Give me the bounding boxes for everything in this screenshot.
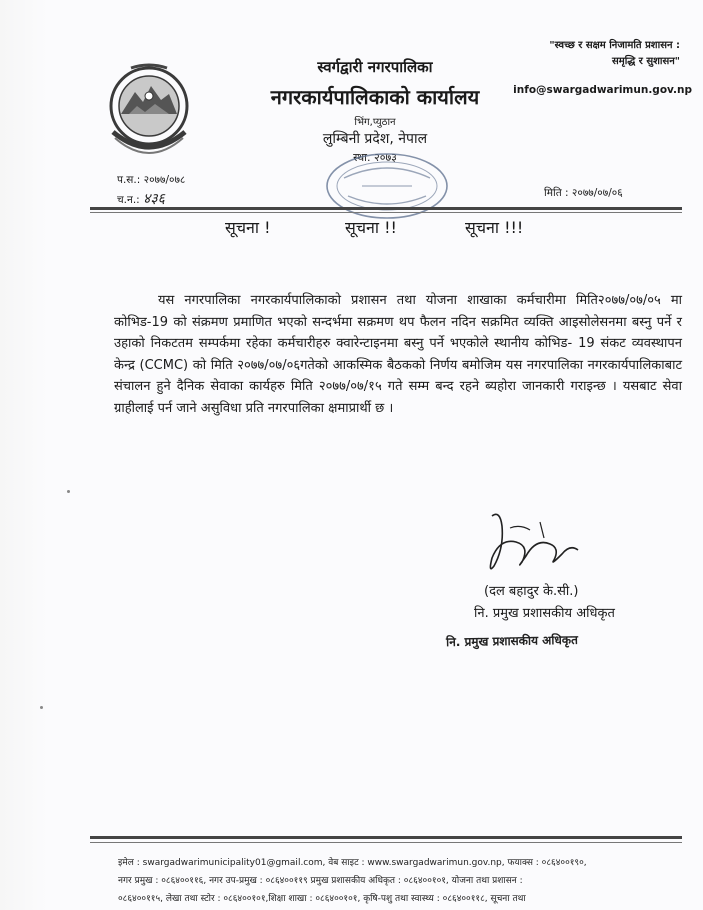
notice-body bbox=[114, 290, 682, 419]
footer-line-3: ०८६४००११५, लेखा तथा स्टोर : ०८६४००१०१,शिक्षा शाखा : ०८६४००१०१, कृषि-पशु तथा स्वास्थ्य : ०८६४००११८, सूचना तथा bbox=[118, 894, 526, 904]
header-divider bbox=[90, 207, 682, 210]
scan-speck bbox=[67, 490, 70, 493]
issue-date: मिति : २०७७/०७/०६ bbox=[544, 187, 623, 199]
city-line: भिंग,प्युठान bbox=[354, 117, 396, 128]
signatory-title: नि. प्रमुख प्रशासकीय अधिकृत bbox=[474, 606, 615, 621]
footer-line-1: इमेल : swargadwarimunicipality01@gmail.com, वेब साइट : www.swargadwarimun.gov.np, फयाक्स : ०८६४००१९०, bbox=[118, 858, 587, 868]
motto-line-1: "स्वच्छ र सक्षम निजामति प्रशासन : bbox=[549, 40, 680, 51]
footer-divider bbox=[90, 836, 682, 839]
motto-line-2: समृद्धि र सुशासन" bbox=[611, 56, 680, 67]
header-divider-thin bbox=[90, 212, 682, 213]
notice-heading-1: सूचना ! bbox=[225, 218, 271, 237]
established-line: स्था. २०७३ bbox=[353, 151, 397, 164]
municipality-emblem-icon bbox=[103, 62, 195, 162]
signatory-name: (दल बहादुर के.सी.) bbox=[484, 584, 579, 599]
motto bbox=[500, 38, 680, 70]
notice-heading-2: सूचना !! bbox=[345, 218, 397, 237]
footer-contacts bbox=[118, 854, 678, 908]
notice-body-text: यस नगरपालिका नगरकार्यपालिकाको प्रशासन तथा योजना शाखाका कर्मचारीमा मिति२०७७/०७/०५ मा कोभिड-19 को संक्रमण प्रमाणित भएको सन्दर्भमा सक्रमण थप फैलन नदिन सक्रमित व्यक्ति आइसोलेसनमा बस्नु पर्ने र उहाको निकटतम सम्पर्कमा रहेका कर्मचारीहरु क्वारेन्टाइनमा बस्नु पर्ने भएकोले स्थानीय कोभिड- 19 संकट व्यवस्थापन केन्द्र (CCMC) को मिति २०७७/०७/०६गतेको आकस्मिक बैठकको निर्णय बमोजिम यस नगरपालिका नगरकार्यपालिकाबाट संचालन हुने दैनिक सेवाका कार्यहरु मिति २०७७/०७/१५ गते सम्म बन्द रहने ब्यहोरा जानकारी गराइन्छ । यसबाट सेवा ग्राहीलाई पर्न जाने असुविधा प्रति नगरपालिका क्षमाप्रार्थी छ । bbox=[114, 293, 682, 416]
designation-stamp: नि. प्रमुख प्रशासकीय अधिकृत bbox=[445, 632, 579, 650]
handwritten-signature bbox=[470, 508, 590, 578]
chn-label: च.न.: bbox=[117, 194, 140, 206]
footer-divider-thin bbox=[90, 842, 682, 843]
header-email: info@swargadwarimun.gov.np bbox=[513, 84, 692, 96]
footer-line-2: नगर प्रमुख : ०८६४००११६, नगर उप-प्रमुख : ०८६४००११९ प्रमुख प्रशासकीय अधिकृत : ०८६४००१०१, योजना तथा प्रशासन : bbox=[118, 876, 523, 886]
scan-edge bbox=[0, 0, 48, 910]
chn-number: ४३६ bbox=[143, 191, 165, 207]
office-name: नगरकार्यपालिकाको कार्यालय bbox=[270, 85, 480, 109]
reference-chn bbox=[117, 189, 165, 208]
province-line: लुम्बिनी प्रदेश, नेपाल bbox=[322, 131, 428, 147]
reference-ps: प.स.: २०७७/०७८ bbox=[117, 174, 186, 186]
org-name: स्वर्गद्वारी नगरपालिका bbox=[317, 58, 433, 76]
notice-heading-3: सूचना !!! bbox=[465, 218, 524, 237]
scan-speck bbox=[40, 706, 43, 709]
